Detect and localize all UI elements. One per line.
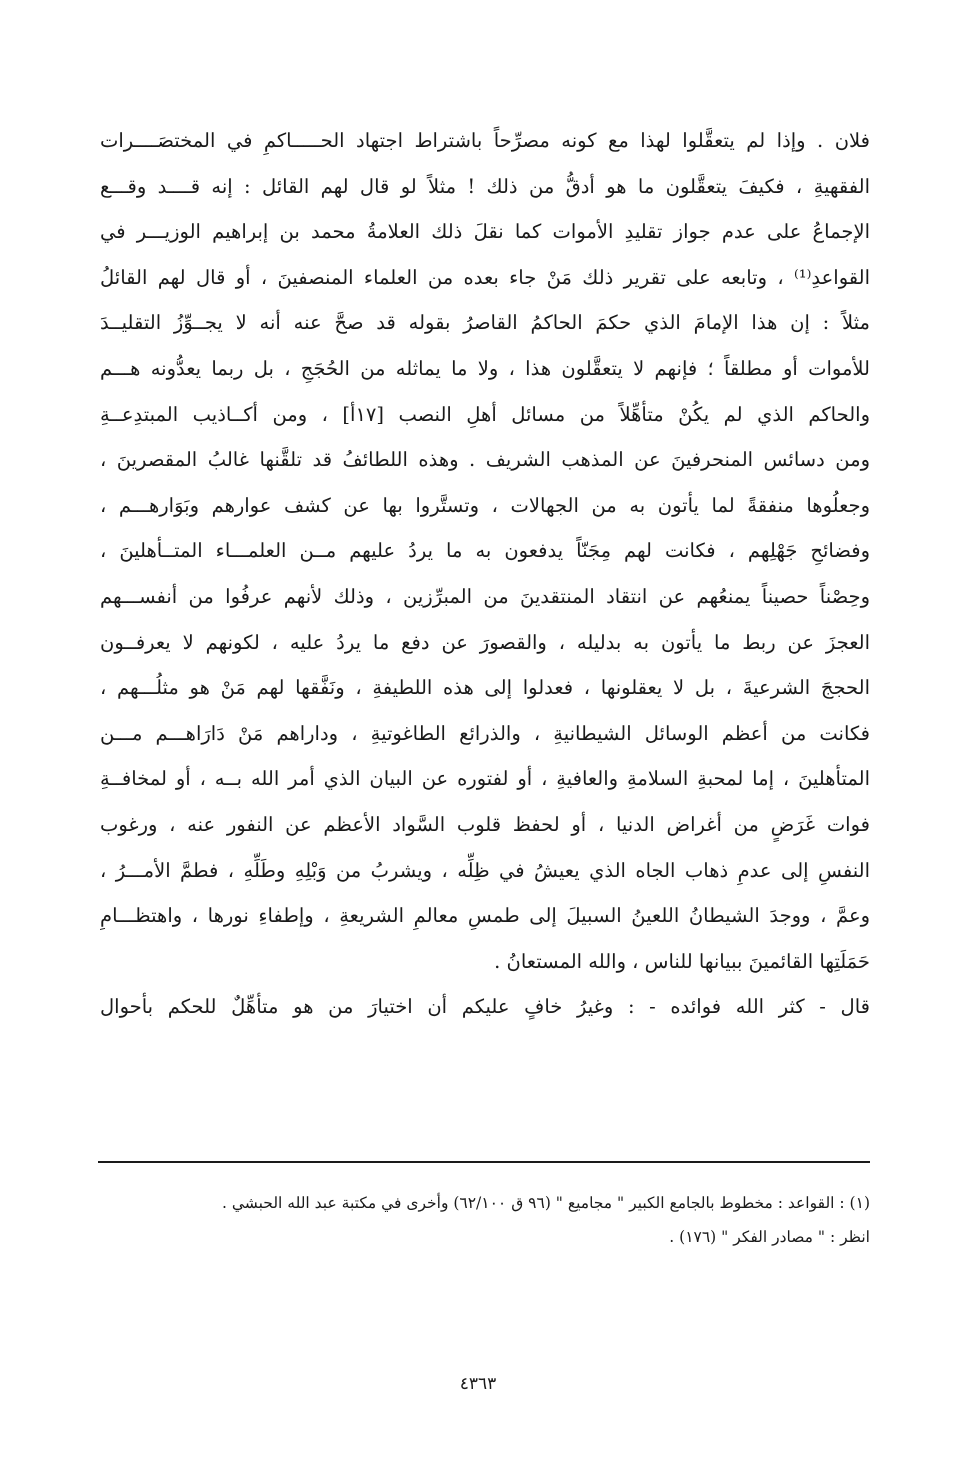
body-line: الإجماعُ على عدم جواز تقليدِ الأموات كما نقلَ ذلك العلامةُ محمد بن إبراهيم الوزيـــر في — [100, 220, 870, 244]
body-line: العجزَ عن ربط ما يأتون به بدليله ، والقصورَ عن دفع ما يردُ عليه ، لكونهم لا يعرفــون — [100, 630, 870, 654]
body-line: حَمَلَتِها القائمينَ ببيانها للناس ، والله المستعانُ . — [494, 949, 870, 973]
footnotes — [100, 1186, 870, 1254]
footnote-line: انظر : " مصادر الفكر " (١٧٦) . — [669, 1228, 870, 1246]
body-line: وجعلُوها منفقةً لما يأتون به من الجهالات ، وتستَّروا بها عن كشف عوارهم وبَوَارهـــم ، — [100, 493, 870, 517]
page-number: ٤٣٦٣ — [459, 1374, 497, 1394]
body-line: فكانت من أعظم الوسائل الشيطانيةِ ، والذرائع الطاغوتيةِ ، وداراهم مَنْ دَارَاهـــم مـــن — [100, 721, 870, 745]
body-line: فوات غَرَضٍ من أغراض الدنيا ، أو لحفظ قلوب السَّواد الأعظم عن النفور عنه ، ورغوب — [100, 812, 870, 836]
footnote-line: (١) : القواعد : مخطوط بالجامع الكبير " مجاميع " (٩٦ ق ٦٢/١٠٠) وأخرى في مكتبة عبد الله الحبشي . — [222, 1194, 870, 1212]
body-line: وعمَّ ، ووجدَ الشيطانُ اللعينُ السبيلَ إلى طمسِ معالمِ الشريعةِ ، وإطفاءِ نورها ، واهتظـــامِ — [100, 904, 870, 928]
body-line: الفقهيةِ ، فكيفَ يتعقَّلون ما هو أدقُّ من ذلك ! مثلاً لو قال لهم القائل : إنه قــــد وقـــع — [100, 174, 870, 198]
body-line: والحاكم الذي لم يكُنْ متأهِّلاً من مسائل أهلِ النصب [١٧أ] ، ومن أكــاذيب المبتدِعــةِ — [100, 402, 870, 426]
body-line: قال - كثر الله فوائده - : وغيرُ خافٍ عليكم أن اختيارَ من هو متأهِّلٌ للحكم بأحوال — [100, 995, 870, 1019]
footnote-divider — [98, 1161, 870, 1163]
body-line: وفضائحِ جَهْلِهم ، فكانت لهم مِجَنّاً يدفعون به ما يردُ عليهم مــن العلمـــاء المتــأهلينَ ، — [100, 539, 870, 563]
body-line: القواعدِ⁽¹⁾ ، وتابعه على تقرير ذلك مَنْ جاء بعده من العلماء المنصفينَ ، أو قال لهم القائلُ — [100, 265, 870, 289]
body-line: الحججَ الشرعيةَ ، بل لا يعقلونها ، فعدلوا إلى هذه اللطيفةِ ، ونَفَّقها لهم مَنْ هو مثلُـــهم ، — [100, 676, 870, 700]
body-line: النفسِ إلى عدمِ ذهاب الجاه الذي يعيشُ في ظِلِّه ، ويشربُ من وَبْلِهِ وطَلِّهِ ، فطمَّ الأمـــرُ ، — [100, 858, 870, 882]
main-body-text — [100, 118, 870, 1030]
body-line: للأموات أو مطلقاً ؛ فإنهم لا يتعقَّلون هذا ، ولا ما يماثله من الحُجَجِ ، بل ربما يعدُّونه هـــم — [100, 356, 870, 380]
body-line: فلان . وإذا لم يتعقَّلوا لهذا مع كونه مصرِّحاً باشتراط اجتهاد الحـــــاكمِ في المختصَــــرات — [100, 129, 870, 152]
body-line: ومن دسائس المنحرفينَ عن المذهب الشريف . وهذه اللطائفُ قد تلقَّنها غالبُ المقصرينَ ، — [100, 448, 870, 472]
body-line: مثلاً : إن هذا الإمامَ الذي حكمَ الحاكمُ القاصرُ بقوله قد صحَّ عنه أنه لا يجــوِّزُ التقليــدَ — [100, 311, 870, 335]
body-line: المتأهلينَ ، إما لمحبةِ السلامةِ والعافيةِ ، أو لفتوره عن البيان الذي أمر الله بــه ، أو لمخافــةِ — [100, 767, 870, 791]
body-line: وحِصْناً حصيناً يمنعُهم عن انتقاد المنتقدينَ من المبرِّزين ، وذلك لأنهم عرفُوا من أنفســـهم — [100, 584, 870, 608]
